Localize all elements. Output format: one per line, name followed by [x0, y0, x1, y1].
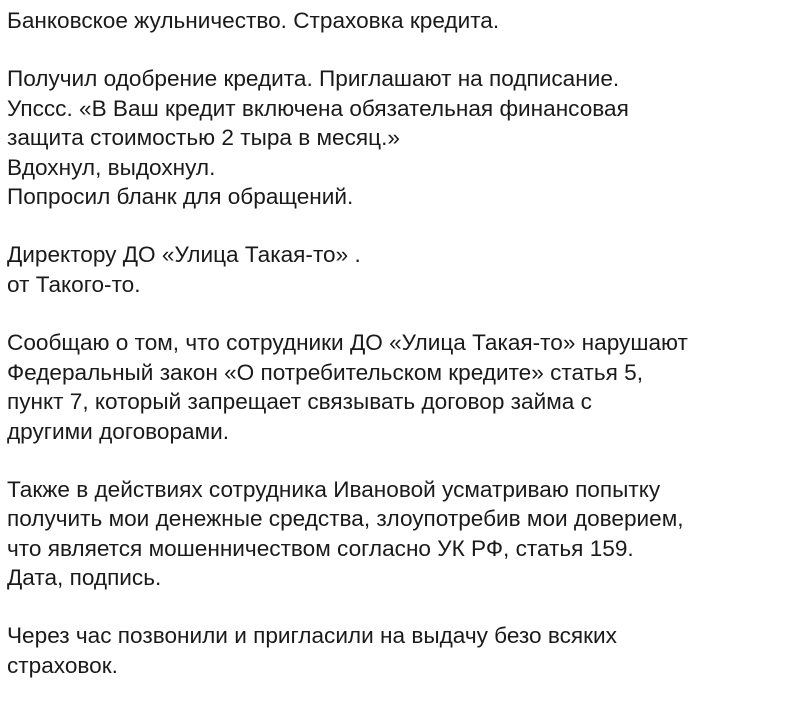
- text-line: от Такого-то.: [7, 271, 141, 297]
- paragraph-gap: [7, 300, 794, 328]
- text-line: Упссс. «В Ваш кредит включена обязательная финансовая: [7, 95, 629, 121]
- complaint-paragraph: [7, 328, 794, 446]
- text-line: получить мои денежные средства, злоупотребив мои доверием,: [7, 506, 684, 532]
- text-line: что является мошенничеством согласно УК РФ, статья 159.: [7, 535, 634, 561]
- text-line: Сообщаю о том, что сотрудники ДО «Улица Такая-то» нарушают: [7, 329, 688, 355]
- text-line: Также в действиях сотрудника Ивановой усматриваю попытку: [7, 476, 661, 502]
- text-line: защита стоимостью 2 тыра в месяц.»: [7, 125, 400, 151]
- outcome-paragraph: [7, 621, 794, 680]
- address-paragraph: [7, 240, 794, 299]
- fraud-paragraph: [7, 475, 794, 593]
- text-line: пункт 7, который запрещает связывать договор займа с: [7, 389, 592, 415]
- post-title: Банковское жульничество. Страховка кредита.: [7, 8, 500, 33]
- paragraph-gap: [7, 446, 794, 474]
- text-line: страховок.: [7, 653, 118, 679]
- text-line: Попросил бланк для обращений.: [7, 184, 354, 210]
- text-line: Дата, подпись.: [7, 565, 162, 591]
- paragraph-gap: [7, 593, 794, 621]
- intro-paragraph: [7, 64, 794, 212]
- text-line: Вдохнул, выдохнул.: [7, 154, 216, 180]
- paragraph-gap: [7, 36, 794, 64]
- text-line: Получил одобрение кредита. Приглашают на подписание.: [7, 65, 620, 91]
- text-line: Федеральный закон «О потребительском кредите» статья 5,: [7, 359, 644, 385]
- text-line: Через час позвонили и пригласили на выдачу безо всяких: [7, 623, 617, 649]
- paragraph-gap: [7, 212, 794, 240]
- text-line: Директору ДО «Улица Такая-то» .: [7, 242, 361, 268]
- text-line: другими договорами.: [7, 418, 230, 444]
